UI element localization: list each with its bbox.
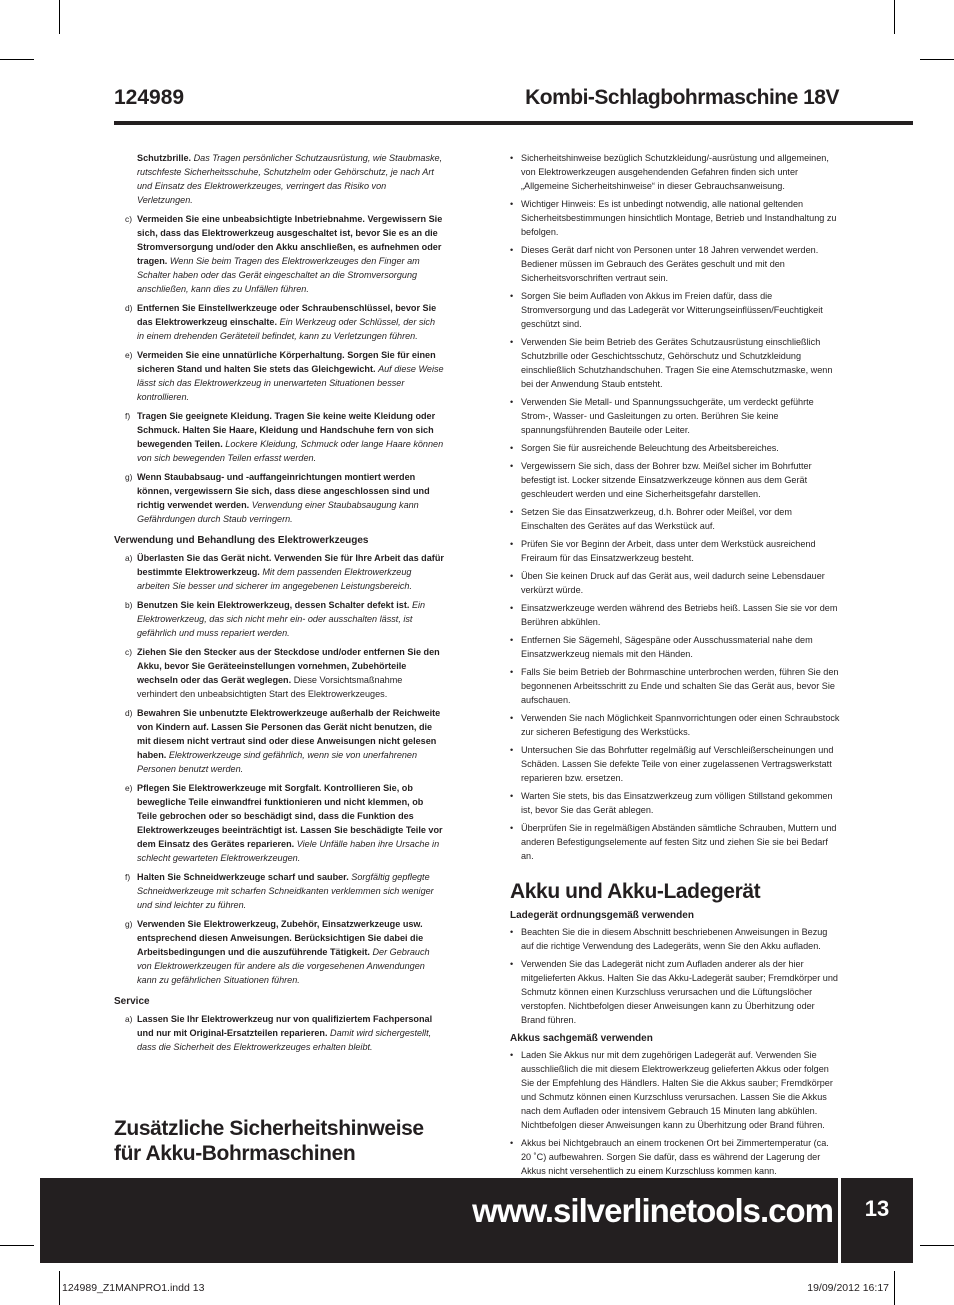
list-item (114, 917, 444, 987)
bullet-item: • Sicherheitshinweise bezüglich Schutzkleidung/-ausrüstung und allgemeinen, von Elektrowerkzeugen ausgehendenden Gefahren finden sich unter „Allgemeine Sicherheitshinweise“ in dieser Gebrauchsanweisung. (510, 151, 840, 193)
list-item (114, 645, 444, 701)
section-subheading: Verwendung und Behandlung des Elektrowerkzeuges (114, 535, 369, 546)
crop-mark (59, 1271, 60, 1305)
item-label: e) (125, 783, 133, 793)
list-item (114, 1012, 444, 1054)
safety-list (114, 1012, 444, 1054)
item-label: f) (125, 872, 131, 882)
section-heading: Akku und Akku-Ladegerät (510, 880, 761, 903)
date-slug: 19/09/2012 16:17 (807, 1282, 889, 1294)
section-heading (114, 1116, 444, 1166)
item-label: g) (125, 919, 133, 929)
bullet-item: • Sorgen Sie beim Aufladen von Akkus im Freien dafür, dass die Stromversorgung und das Ladegerät vor Witterungseinflüssen/Feuchtigkeit geschützt sind. (510, 289, 840, 331)
bullet-item: • Beachten Sie die in diesem Abschnitt beschriebenen Anweisungen in Bezug auf die richtige Verwendung des Ladegeräts, wenn Sie den Akku aufladen. (510, 925, 840, 953)
item-bold-text: Ziehen Sie den Stecker aus der Steckdose und/oder entfernen Sie den Akku, bevor Sie Geräteeinstellungen vornehmen, Zubehörteile wechseln oder das Gerät weglegen. (137, 647, 440, 685)
list-item (114, 348, 444, 404)
right-column (510, 151, 840, 1182)
item-label: e) (125, 350, 133, 360)
item-label: c) (125, 214, 132, 224)
bullet-item: • Üben Sie keinen Druck auf das Gerät aus, weil dadurch seine Lebensdauer verkürzt würde. (510, 569, 840, 597)
bullet-item: • Überprüfen Sie in regelmäßigen Abständen sämtliche Schrauben, Muttern und anderen Befestigungselemente auf festen Sitz und ziehen Sie sie bei Bedarf an. (510, 821, 840, 863)
bullet-item: • Prüfen Sie vor Beginn der Arbeit, dass unter dem Werkstück ausreichend Freiraum für das Einsatzwerkzeug besteht. (510, 537, 840, 565)
product-code: 124989 (114, 86, 185, 109)
bullet-item: • Wichtiger Hinweis: Es ist unbedingt notwendig, alle national geltenden Sicherheitsbestimmungen hinsichtlich Montage, Betrieb und Instandhaltung zu befolgen. (510, 197, 840, 239)
item-bold-text: Entfernen Sie Einstellwerkzeuge oder Schraubenschlüssel, bevor Sie das Elektrowerkzeug einschalte. (137, 303, 437, 327)
section-subheading: Akkus sachgemäß verwenden (510, 1033, 653, 1044)
list-item (114, 551, 444, 593)
item-bold-text: Lassen Sie Ihr Elektrowerkzeug nur von qualifiziertem Fachpersonal und nur mit Original-Ersatzteilen reparieren. (137, 1014, 433, 1038)
item-bold-text: Vermeiden Sie eine unnatürliche Körperhaltung. Sorgen Sie für einen sicheren Stand und halten Sie stets das Gleichgewicht. (137, 350, 436, 374)
item-italic-text: Wenn Sie beim Tragen des Elektrowerkzeuges den Finger am Schalter haben oder das Gerät eingeschaltet an die Stromversorgung anschließen, kann dies zu Unfällen führen. (137, 256, 420, 294)
bullet-item: • Falls Sie beim Betrieb der Bohrmaschine unterbrochen werden, führen Sie den begonnenen Arbeitsschritt zu Ende und schalten Sie das Gerät aus, bevor Sie aufschauen. (510, 665, 840, 707)
item-italic-text: Verwendung einer Staubabsaugung kann Gefährdungen durch Staub verringern. (137, 500, 419, 524)
crop-mark (0, 1245, 34, 1246)
item-bold-text: Verwenden Sie Elektrowerkzeug, Zubehör, Einsatzwerkzeuge usw. entsprechend diesen Anweisungen. Berücksichtigen Sie dabei die Arbeitsbedingungen und die auszuführende Tätigkeit. (137, 919, 424, 957)
safety-list (114, 212, 444, 526)
crop-mark (0, 59, 34, 60)
list-item (114, 781, 444, 865)
crop-mark (59, 0, 60, 34)
item-bold-text: Schutzbrille. (137, 153, 192, 163)
item-label: g) (125, 472, 133, 482)
item-label: b) (125, 600, 133, 610)
bullet-item: • Laden Sie Akkus nur mit dem zugehörigen Ladegerät auf. Verwenden Sie ausschließlich die mit diesem Elektrowerkzeug gelieferten Akkus oder folgen Sie der Empfehlung des Händlers. Halten Sie die Akkus sauber; Fremdkörper und Schmutz können einen Kurzschluss verursachen. Lassen Sie die Akkus nach dem Aufladen oder intensivem Gebrauch 15 Minuten lang abkühlen. Nichtbefolgen dieser Anweisungen kann zu Überhitzung oder Brand führen. (510, 1048, 840, 1132)
page-number: 13 (864, 1196, 890, 1221)
item-bold-text: Bewahren Sie unbenutzte Elektrowerkzeuge außerhalb der Reichweite von Kindern auf. Lassen Sie Personen das Gerät nicht benutzen, die mit diesem nicht vertraut sind oder diese Anweisungen nicht gelesen haben. (137, 708, 441, 760)
bullet-item: • Untersuchen Sie das Bohrfutter regelmäßig auf Verschleißerscheinungen und Schäden. Lassen Sie defekte Teile von einer zugelassenen Vertragswerkstatt reparieren bzw. ersetzen. (510, 743, 840, 785)
left-column (114, 151, 444, 1059)
bullet-item: • Dieses Gerät darf nicht von Personen unter 18 Jahren verwendet werden. Bediener müssen im Gebrauch des Gerätes geschult und mit den Sicherheitsvorschriften vertraut sein. (510, 243, 840, 285)
item-italic-text: Das Tragen persönlicher Schutzausrüstung, wie Staubmaske, rutschfeste Sicherheitsschuhe, Schutzhelm oder Gehörschutz, je nach Art und Einsatz des Elektrowerkzeuges, verringert das Risiko von Verletzungen. (137, 153, 443, 205)
header-rule (114, 121, 913, 125)
bullet-list (510, 151, 840, 863)
item-italic-text: Mit dem passenden Elektrowerkzeug arbeiten Sie besser und sicherer im angegebenen Leistungsbereich. (137, 567, 413, 591)
bullet-item: • Entfernen Sie Sägemehl, Sägespäne oder Ausschussmaterial nahe dem Einsatzwerkzeug niemals mit den Händen. (510, 633, 840, 661)
bullet-item: • Einsatzwerkzeuge werden während des Betriebs heiß. Lassen Sie sie vor dem Berühren abkühlen. (510, 601, 840, 629)
bullet-item: • Warten Sie stets, bis das Einsatzwerkzeug zum völligen Stillstand gekommen ist, bevor Sie das Gerät ablegen. (510, 789, 840, 817)
item-italic-text: Ein Elektrowerkzeug, das sich nicht mehr ein- oder ausschalten lässt, ist gefährlich und muss repariert werden. (137, 600, 426, 638)
item-italic-text: Sorgfältig gepflegte Schneidwerkzeuge mit scharfen Schneidkanten verklemmen sich weniger und sind leichter zu führen. (137, 872, 434, 910)
bullet-item: • Verwenden Sie beim Betrieb des Gerätes Schutzausrüstung einschließlich Schutzbrille oder Geschichtsschutz, Gehörschutz und Schutzkleidung einschließlich Schutzhandschuhen. Tragen Sie eine Atemschutzmaske, wenn bei der Anwendung Staub entsteht. (510, 335, 840, 391)
item-label: d) (125, 708, 133, 718)
list-item (114, 870, 444, 912)
bullet-list (510, 925, 840, 1027)
item-italic-text: Damit wird sichergestellt, dass die Sicherheit des Elektrowerkzeuges erhalten bleibt. (137, 1028, 432, 1052)
bullet-item: • Verwenden Sie das Ladegerät nicht zum Aufladen anderer als der hier mitgelieferten Akkus. Halten Sie das Akku-Ladegerät sauber; Fremdkörper und Schmutz können einen Kurzschluss verursachen und die Lüftungslöcher verstopfen. Nichtbefolgen dieser Anweisungen kann zu Überhitzung oder Brand führen. (510, 957, 840, 1027)
bullet-item: • Akkus bei Nichtgebrauch an einem trockenen Ort bei Zimmertemperatur (ca. 20 ˚C) aufbewahren. Sorgen Sie dafür, dass es während der Lagerung der Akkus nicht versehentlich zu einem Kurzschluss kommen kann. (510, 1136, 840, 1178)
bullet-item: • Setzen Sie das Einsatzwerkzeug, d.h. Bohrer oder Meißel, vor dem Einschalten des Gerätes auf das Werkstück auf. (510, 505, 840, 533)
list-item (114, 598, 444, 640)
page-title: Kombi-Schlagbohrmaschine 18V (525, 86, 839, 109)
section-heading-line: für Akku-Bohrmaschinen (114, 1142, 356, 1165)
bullet-item: • Sorgen Sie für ausreichende Beleuchtung des Arbeitsbereiches. (510, 441, 840, 455)
section-heading-line: Zusätzliche Sicherheitshinweise (114, 1117, 424, 1140)
list-item (114, 212, 444, 296)
item-text: Diese Vorsichtsmaßnahme verhindert den unbeabsichtigten Start des Elektrowerkzeuges. (137, 675, 403, 699)
item-label: a) (125, 1014, 133, 1024)
crop-mark (920, 59, 954, 60)
section-subheading: Ladegerät ordnungsgemäß verwenden (510, 910, 694, 921)
bullet-list (510, 1048, 840, 1178)
website-url: www.silverlinetools.com (472, 1192, 833, 1229)
item-italic-text: Lockere Kleidung, Schmuck oder lange Haare können von sich bewegenden Teilen erfasst werden. (137, 439, 444, 463)
item-bold-text: Tragen Sie geeignete Kleidung. Tragen Sie keine weite Kleidung oder Schmuck. Halten Sie Haare, Kleidung und Handschuhe fern von sich bewegenden Teilen. (137, 411, 436, 449)
item-label: a) (125, 553, 133, 563)
bullet-item: • Verwenden Sie nach Möglichkeit Spannvorrichtungen oder einen Schraubstock zur sicheren Befestigung des Werkstücks. (510, 711, 840, 739)
item-label: d) (125, 303, 133, 313)
safety-list (114, 551, 444, 987)
list-item (114, 409, 444, 465)
crop-mark (920, 1245, 954, 1246)
bullet-item: • Verwenden Sie Metall- und Spannungssuchgeräte, um verdeckt geführte Strom-, Wasser- und Gasleitungen zu orten. Berühren Sie keine spannungsführenden Bauteile oder Leiter. (510, 395, 840, 437)
item-bold-text: Überlasten Sie das Gerät nicht. Verwenden Sie für Ihre Arbeit das dafür bestimmte Elektrowerkzeug. (137, 553, 444, 577)
list-item (114, 706, 444, 776)
crop-mark (894, 0, 895, 34)
item-label: f) (125, 411, 131, 421)
item-label: c) (125, 647, 132, 657)
item-bold-text: Pflegen Sie Elektrowerkzeuge mit Sorgfalt. Kontrollieren Sie, ob bewegliche Teile einwandfrei funktionieren und nicht klemmen, ob Teile gebrochen oder so beschädigt sind, dass die Funktion des Elektrowerkzeuges beeinträchtigt ist. Lassen Sie beschädigte Teile vor dem Einsatz des Gerätes reparieren. (137, 783, 443, 849)
list-item (114, 151, 444, 207)
item-bold-text: Benutzen Sie kein Elektrowerkzeug, dessen Schalter defekt ist. (137, 600, 410, 610)
bullet-item: • Vergewissern Sie sich, dass der Bohrer bzw. Meißel sicher im Bohrfutter befestigt ist. Locker sitzende Einsatzwerkzeuge können aus dem Gerät geschleudert werden und eine Sicherheitsgefahr darstellen. (510, 459, 840, 501)
item-bold-text: Halten Sie Schneidwerkzeuge scharf und sauber. (137, 872, 349, 882)
file-slug: 124989_Z1MANPRO1.indd 13 (62, 1282, 205, 1294)
item-bold-text: Wenn Staubabsaug- und -auffangeinrichtungen montiert werden können, vergewissern Sie sich, dass diese angeschlossen sind und richtig verwendet werden. (137, 472, 430, 510)
crop-mark (894, 1271, 895, 1305)
list-item (114, 301, 444, 343)
list-item (114, 470, 444, 526)
item-italic-text: Elektrowerkzeuge sind gefährlich, wenn sie von unerfahrenen Personen benutzt werden. (137, 750, 418, 774)
item-italic-text: Viele Unfälle haben ihre Ursache in schlecht gewarteten Elektrowerkzeugen. (137, 839, 440, 863)
item-italic-text: Der Gebrauch von Elektrowerkzeugen für andere als die vorgesehenen Anwendungen kann zu gefährlichen Situationen führen. (137, 947, 430, 985)
item-italic-text: Ein Werkzeug oder Schlüssel, der sich in einem drehenden Geräteteil befindet, kann zu Verletzungen führen. (137, 317, 436, 341)
section-subheading: Service (114, 996, 150, 1007)
item-italic-text: Auf diese Weise lässt sich das Elektrowerkzeug in unerwarteten Situationen besser kontrollieren. (137, 364, 444, 402)
item-bold-text: Vermeiden Sie eine unbeabsichtigte Inbetriebnahme. Vergewissern Sie sich, dass das Elektrowerkzeug ausgeschaltet ist, bevor Sie es an die Stromversorgung und/oder den Akku anschließen, es aufnehmen oder tragen. (137, 214, 443, 266)
